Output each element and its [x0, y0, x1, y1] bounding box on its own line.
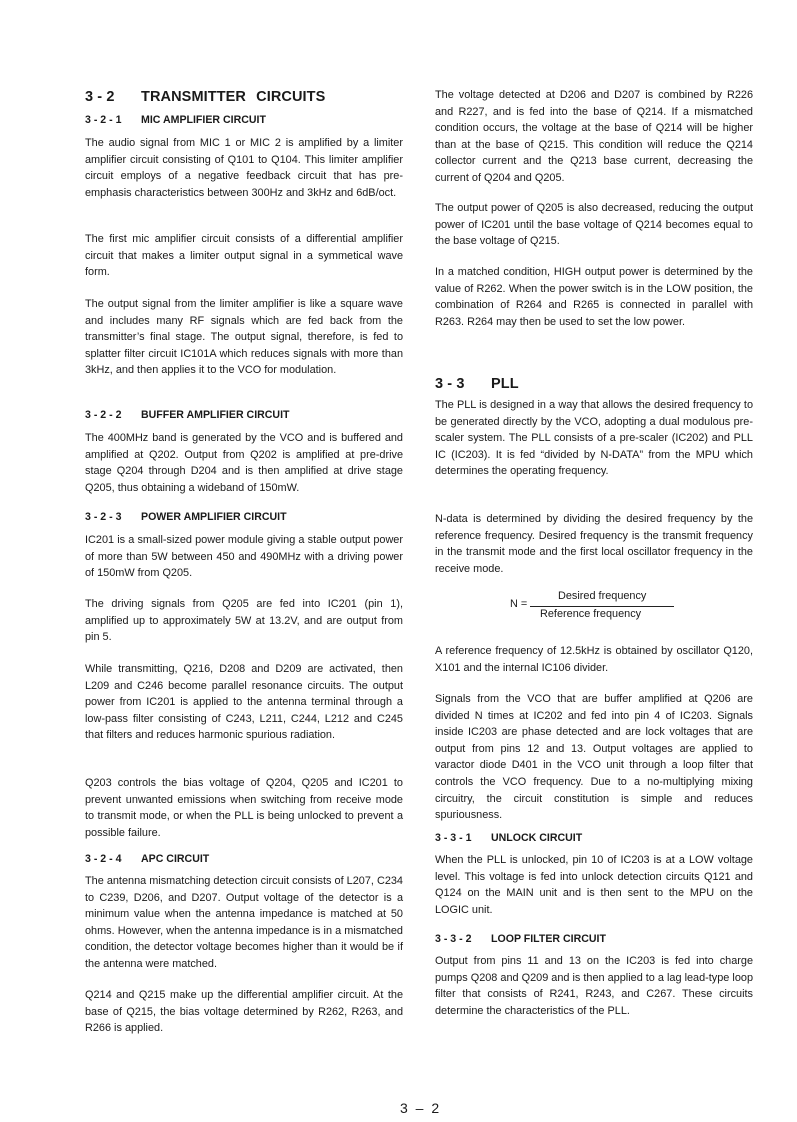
subsection-number: 3 - 2 - 1: [85, 114, 122, 126]
subsection-title: MIC AMPLIFIER CIRCUIT: [141, 114, 266, 126]
section-title: TRANSMITTER CIRCUITS: [141, 89, 326, 105]
paragraph: N-data is determined by dividing the desired frequency by the reference frequency. Desired frequency is the transmit frequency in the transmit mode and the first local oscillator frequency in the receive mode.: [435, 513, 753, 575]
section-heading-3-2: [85, 89, 403, 105]
paragraph: Q214 and Q215 make up the differential amplifier circuit. At the base of Q215, the bias voltage determined by R262, R263, and R266 is applied.: [85, 989, 403, 1035]
fraction-bar: [530, 606, 674, 607]
paragraph: In a matched condition, HIGH output power is determined by the value of R262. When the power switch is in the LOW position, the combination of R264 and R265 is connected in parallel with R263. R264 may then be used to set the low power.: [435, 266, 753, 328]
paragraph: The output signal from the limiter amplifier is like a square wave and includes many RF signals which are fed back from the transmitter’s final stage. The output signal, therefore, is fed to splatter filter circuit IC101A which reduces signals with more than 3kHz, and then applies it to the VCO for modulation.: [85, 298, 403, 377]
paragraph: While transmitting, Q216, D208 and D209 are activated, then L209 and C246 become parallel resonance circuits. The output power from IC201 is applied to the antenna terminal through a low-pass filter consisting of C243, L211, C244, L212 and C245 that filters and reduces harmonic spurious radiation.: [85, 663, 403, 742]
paragraph: Signals from the VCO that are buffer amplified at Q206 are divided N times at IC202 and fed into pin 4 of IC203. Signals inside IC203 are phase detected and are lock voltages that are output from pins 12 and 13. Output voltages are applied to varactor diode D401 in the VCO unit through a loop filter that controls the VCO frequency. Due to a no-multiplying mixing circuitry, the circuit constitution is simple and reduces spuriousness.: [435, 693, 753, 822]
formula-numerator: Desired frequency: [558, 590, 647, 602]
subsection-heading-3-3-1: [435, 832, 753, 844]
subsection-heading-3-2-1: [85, 114, 403, 126]
subsection-heading-3-3-2: [435, 933, 753, 945]
subsection-number: 3 - 2 - 4: [85, 853, 122, 865]
formula-lhs: N =: [510, 598, 528, 610]
formula-denominator: Reference frequency: [540, 608, 642, 620]
paragraph: IC201 is a small-sized power module giving a stable output power of more than 5W between 450 and 490MHz with a driving power of 150mW from Q205.: [85, 534, 403, 580]
paragraph: The 400MHz band is generated by the VCO and is buffered and amplified at Q202. Output from Q202 is amplified at pre-drive stage Q204 through D204 and is then amplified at drive stage Q205, thus obtaining a wideband of 150mW.: [85, 432, 403, 494]
section-number: 3 - 3: [435, 376, 465, 392]
subsection-heading-3-2-4: [85, 853, 403, 865]
n-formula: [510, 590, 690, 624]
section-title: PLL: [491, 376, 519, 392]
page-number: 3 – 2: [400, 1100, 442, 1116]
subsection-title: POWER AMPLIFIER CIRCUIT: [141, 511, 287, 523]
subsection-title: LOOP FILTER CIRCUIT: [491, 933, 606, 945]
section-heading-3-3: [435, 376, 753, 392]
paragraph: The voltage detected at D206 and D207 is combined by R226 and R227, and is fed into the base of Q214. If a mismatched condition occurs, the voltage at the base of Q214 will be higher than at the base of Q215. This condition will reduce the Q214 collector current and the Q213 base current, decreasing the current of Q204 and Q205.: [435, 89, 753, 184]
paragraph: When the PLL is unlocked, pin 10 of IC203 is at a LOW voltage level. This voltage is fed into unlock detection circuits Q121 and Q124 on the MAIN unit and is then sent to the MPU on the LOGIC unit.: [435, 854, 753, 916]
paragraph: The first mic amplifier circuit consists of a differential amplifier circuit that makes a limiter output signal in a symmetical wave form.: [85, 233, 403, 279]
paragraph: Output from pins 11 and 13 on the IC203 is fed into charge pumps Q208 and Q209 and is then applied to a lag lead-type loop filter that consists of R241, R243, and C267. These circuits determine the characteristics of the PLL.: [435, 955, 753, 1017]
subsection-title: UNLOCK CIRCUIT: [491, 832, 583, 844]
subsection-number: 3 - 2 - 2: [85, 409, 122, 421]
subsection-number: 3 - 3 - 2: [435, 933, 472, 945]
paragraph: The audio signal from MIC 1 or MIC 2 is amplified by a limiter amplifier circuit consisting of Q101 to Q104. This limiter amplifier circuit employs of a negative feedback circuit that has pre-emphasis characteristics between 300Hz and 3kHz and 6dB/oct.: [85, 137, 403, 199]
paragraph: The antenna mismatching detection circuit consists of L207, C234 to C239, D206, and D207. Output voltage of the detector is a minimum value when the antenna impedance is matched at 50 ohms. However, when the antenna impedance is in a mismatched condition, the detector voltage becomes higher than it would be if the antenna were matched.: [85, 875, 403, 970]
paragraph: The output power of Q205 is also decreased, reducing the output power of IC201 until the base voltage of Q214 becomes equal to the base voltage of Q215.: [435, 202, 753, 248]
subsection-heading-3-2-3: [85, 511, 403, 523]
subsection-title: BUFFER AMPLIFIER CIRCUIT: [141, 409, 290, 421]
paragraph: The PLL is designed in a way that allows the desired frequency to be generated directly by the VCO, adopting a dual modulous pre-scaler system. The PLL consists of a pre-scaler (IC202) and PLL IC (IC203). It is fed “divided by N-DATA” from the MPU which determines the operating frequency.: [435, 399, 753, 478]
paragraph: A reference frequency of 12.5kHz is obtained by oscillator Q120, X101 and the internal IC106 divider.: [435, 645, 753, 674]
subsection-title: APC CIRCUIT: [141, 853, 210, 865]
subsection-heading-3-2-2: [85, 409, 403, 421]
subsection-number: 3 - 3 - 1: [435, 832, 472, 844]
paragraph: Q203 controls the bias voltage of Q204, Q205 and IC201 to prevent unwanted emissions when switching from receive mode to transmit mode, or when the PLL is being unlocked to prevent a possible failure.: [85, 777, 403, 839]
paragraph: The driving signals from Q205 are fed into IC201 (pin 1), amplified up to approximately 5W at 13.2V, and are output from pin 5.: [85, 598, 403, 644]
section-number: 3 - 2: [85, 89, 115, 105]
subsection-number: 3 - 2 - 3: [85, 511, 122, 523]
